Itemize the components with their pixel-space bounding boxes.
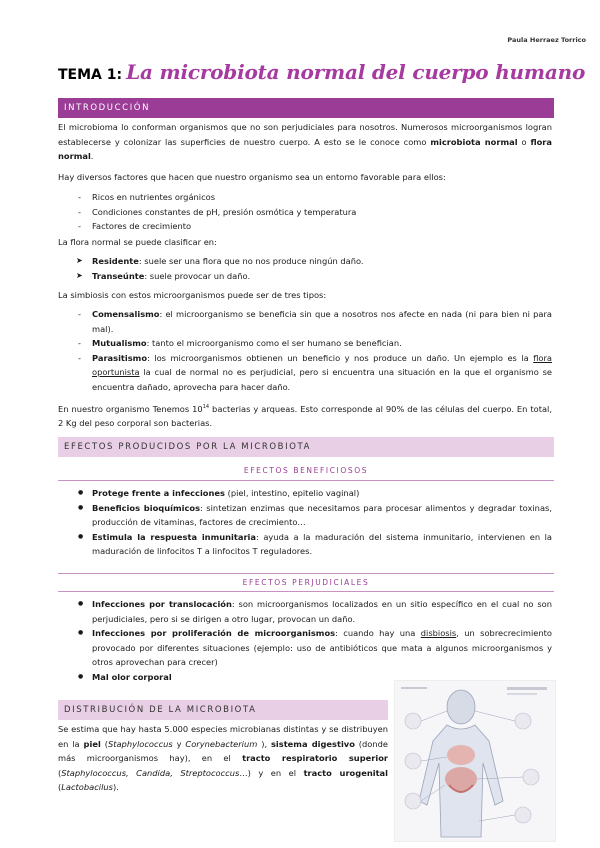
subheader-beneficiosos: EFECTOS BENEFICIOSOS bbox=[243, 466, 369, 475]
divider bbox=[58, 573, 554, 574]
perjudiciales-list bbox=[58, 597, 552, 684]
intro-paragraph-3: La flora normal se puede clasificar en: bbox=[58, 237, 217, 247]
list-item: - Condiciones constantes de pH, presión osmótica y temperatura bbox=[58, 205, 552, 220]
body-figure-icon bbox=[395, 681, 555, 841]
intro-paragraph-2: Hay diversos factores que hacen que nuestro organismo sea un entorno favorable para ellos: bbox=[58, 172, 446, 182]
list-item: - Factores de crecimiento bbox=[58, 219, 552, 234]
list-item: ● Estimula la respuesta inmunitaria: ayuda a la maduración del sistema inmunitario, intervienen en la maduración de linfocitos T a linfocitos T reguladores. bbox=[58, 530, 552, 559]
list-item: ● Beneficios bioquímicos: sintetizan enzimas que necesitamos para procesar alimentos y degradar toxinas, producción de vitaminas, factores de crecimiento… bbox=[58, 501, 552, 530]
divider bbox=[58, 480, 554, 481]
intro-paragraph-1: El microbioma lo conforman organismos que no son perjudiciales para nosotros. Numerosos microorganismos logran establecerse y colonizar las superficies de nuestro cuerpo. A esto se le conoce como microbiota normal o flora normal. bbox=[58, 122, 552, 161]
list-item: ● Mal olor corporal bbox=[58, 670, 552, 685]
list-item: ● Infecciones por proliferación de microorganismos: cuando hay una disbiosis, un sobrecrecimiento provocado por diferentes situaciones (ejemplo: uso de antibióticos que mata a algunos microorganismos y otros aprovechan para crecer) bbox=[58, 626, 552, 670]
human-microbiota-illustration bbox=[394, 680, 556, 842]
intro-paragraph-5: En nuestro organismo Tenemos $10^{14}$ bacterias y arqueas. Esto corresponde al 90% de las células del cuerpo. En total, 2 Kg del peso corporal son bacterias. bbox=[58, 403, 552, 429]
list-item: ● Infecciones por translocación: son microorganismos localizados en un sitio específico en el cual no son perjudiciales, pero si se dirigen a otro lugar, provocan un daño. bbox=[58, 597, 552, 626]
subheader-perjudiciales: EFECTOS PERJUDICIALES bbox=[242, 578, 370, 587]
title-main: La microbiota normal del cuerpo humano bbox=[126, 60, 586, 84]
section-header-intro: INTRODUCCIÓN bbox=[58, 98, 554, 118]
section-header-distribucion: DISTRIBUCIÓN DE LA MICROBIOTA bbox=[58, 700, 388, 720]
title-prefix: TEMA 1: bbox=[58, 67, 123, 83]
list-item: ● Protege frente a infecciones (piel, intestino, epitelio vaginal) bbox=[58, 486, 552, 501]
section-header-efectos: EFECTOS PRODUCIDOS POR LA MICROBIOTA bbox=[58, 437, 554, 457]
distribucion-paragraph: Se estima que hay hasta 5.000 especies microbianas distintas y se distribuyen en la piel (Staphylococcus y Corynebacterium ), sistema digestivo (donde más microorganismos hay), en el tracto respiratorio superior (Staphylococcus, Candida, Streptococcus…) y en el tracto urogenital (Lactobacilus). bbox=[58, 724, 389, 792]
factores-list bbox=[58, 190, 552, 234]
intro-paragraph-4: La simbiosis con estos microorganismos puede ser de tres tipos: bbox=[58, 290, 327, 300]
beneficiosos-list bbox=[58, 486, 552, 559]
page-title bbox=[58, 60, 585, 84]
list-item-transeunte: ➤ Transeúnte: suele provocar un daño. bbox=[58, 269, 552, 284]
list-item-residente: ➤ Residente: suele ser una flora que no nos produce ningún daño. bbox=[58, 254, 552, 269]
author-name: Paula Herraez Torrico bbox=[507, 36, 586, 44]
list-item-comensalismo: - Comensalismo: el microorganismo se beneficia sin que a nosotros nos afecte en nada (ni para bien ni para mal). bbox=[58, 307, 552, 336]
simbiosis-list bbox=[58, 307, 552, 394]
list-item-parasitismo: - Parasitismo: los microorganismos obtienen un beneficio y nos produce un daño. Un ejemplo es la flora oportunista la cual de normal no es perjudicial, pero si encuentra una situación en la que el organismo se encuentra dañado, aprovecha para hacer daño. bbox=[58, 351, 552, 395]
flora-list bbox=[58, 254, 552, 283]
list-item-mutualismo: - Mutualismo: tanto el microorganismo como el ser humano se benefician. bbox=[58, 336, 552, 351]
list-item: - Ricos en nutrientes orgánicos bbox=[58, 190, 552, 205]
divider bbox=[58, 591, 554, 592]
